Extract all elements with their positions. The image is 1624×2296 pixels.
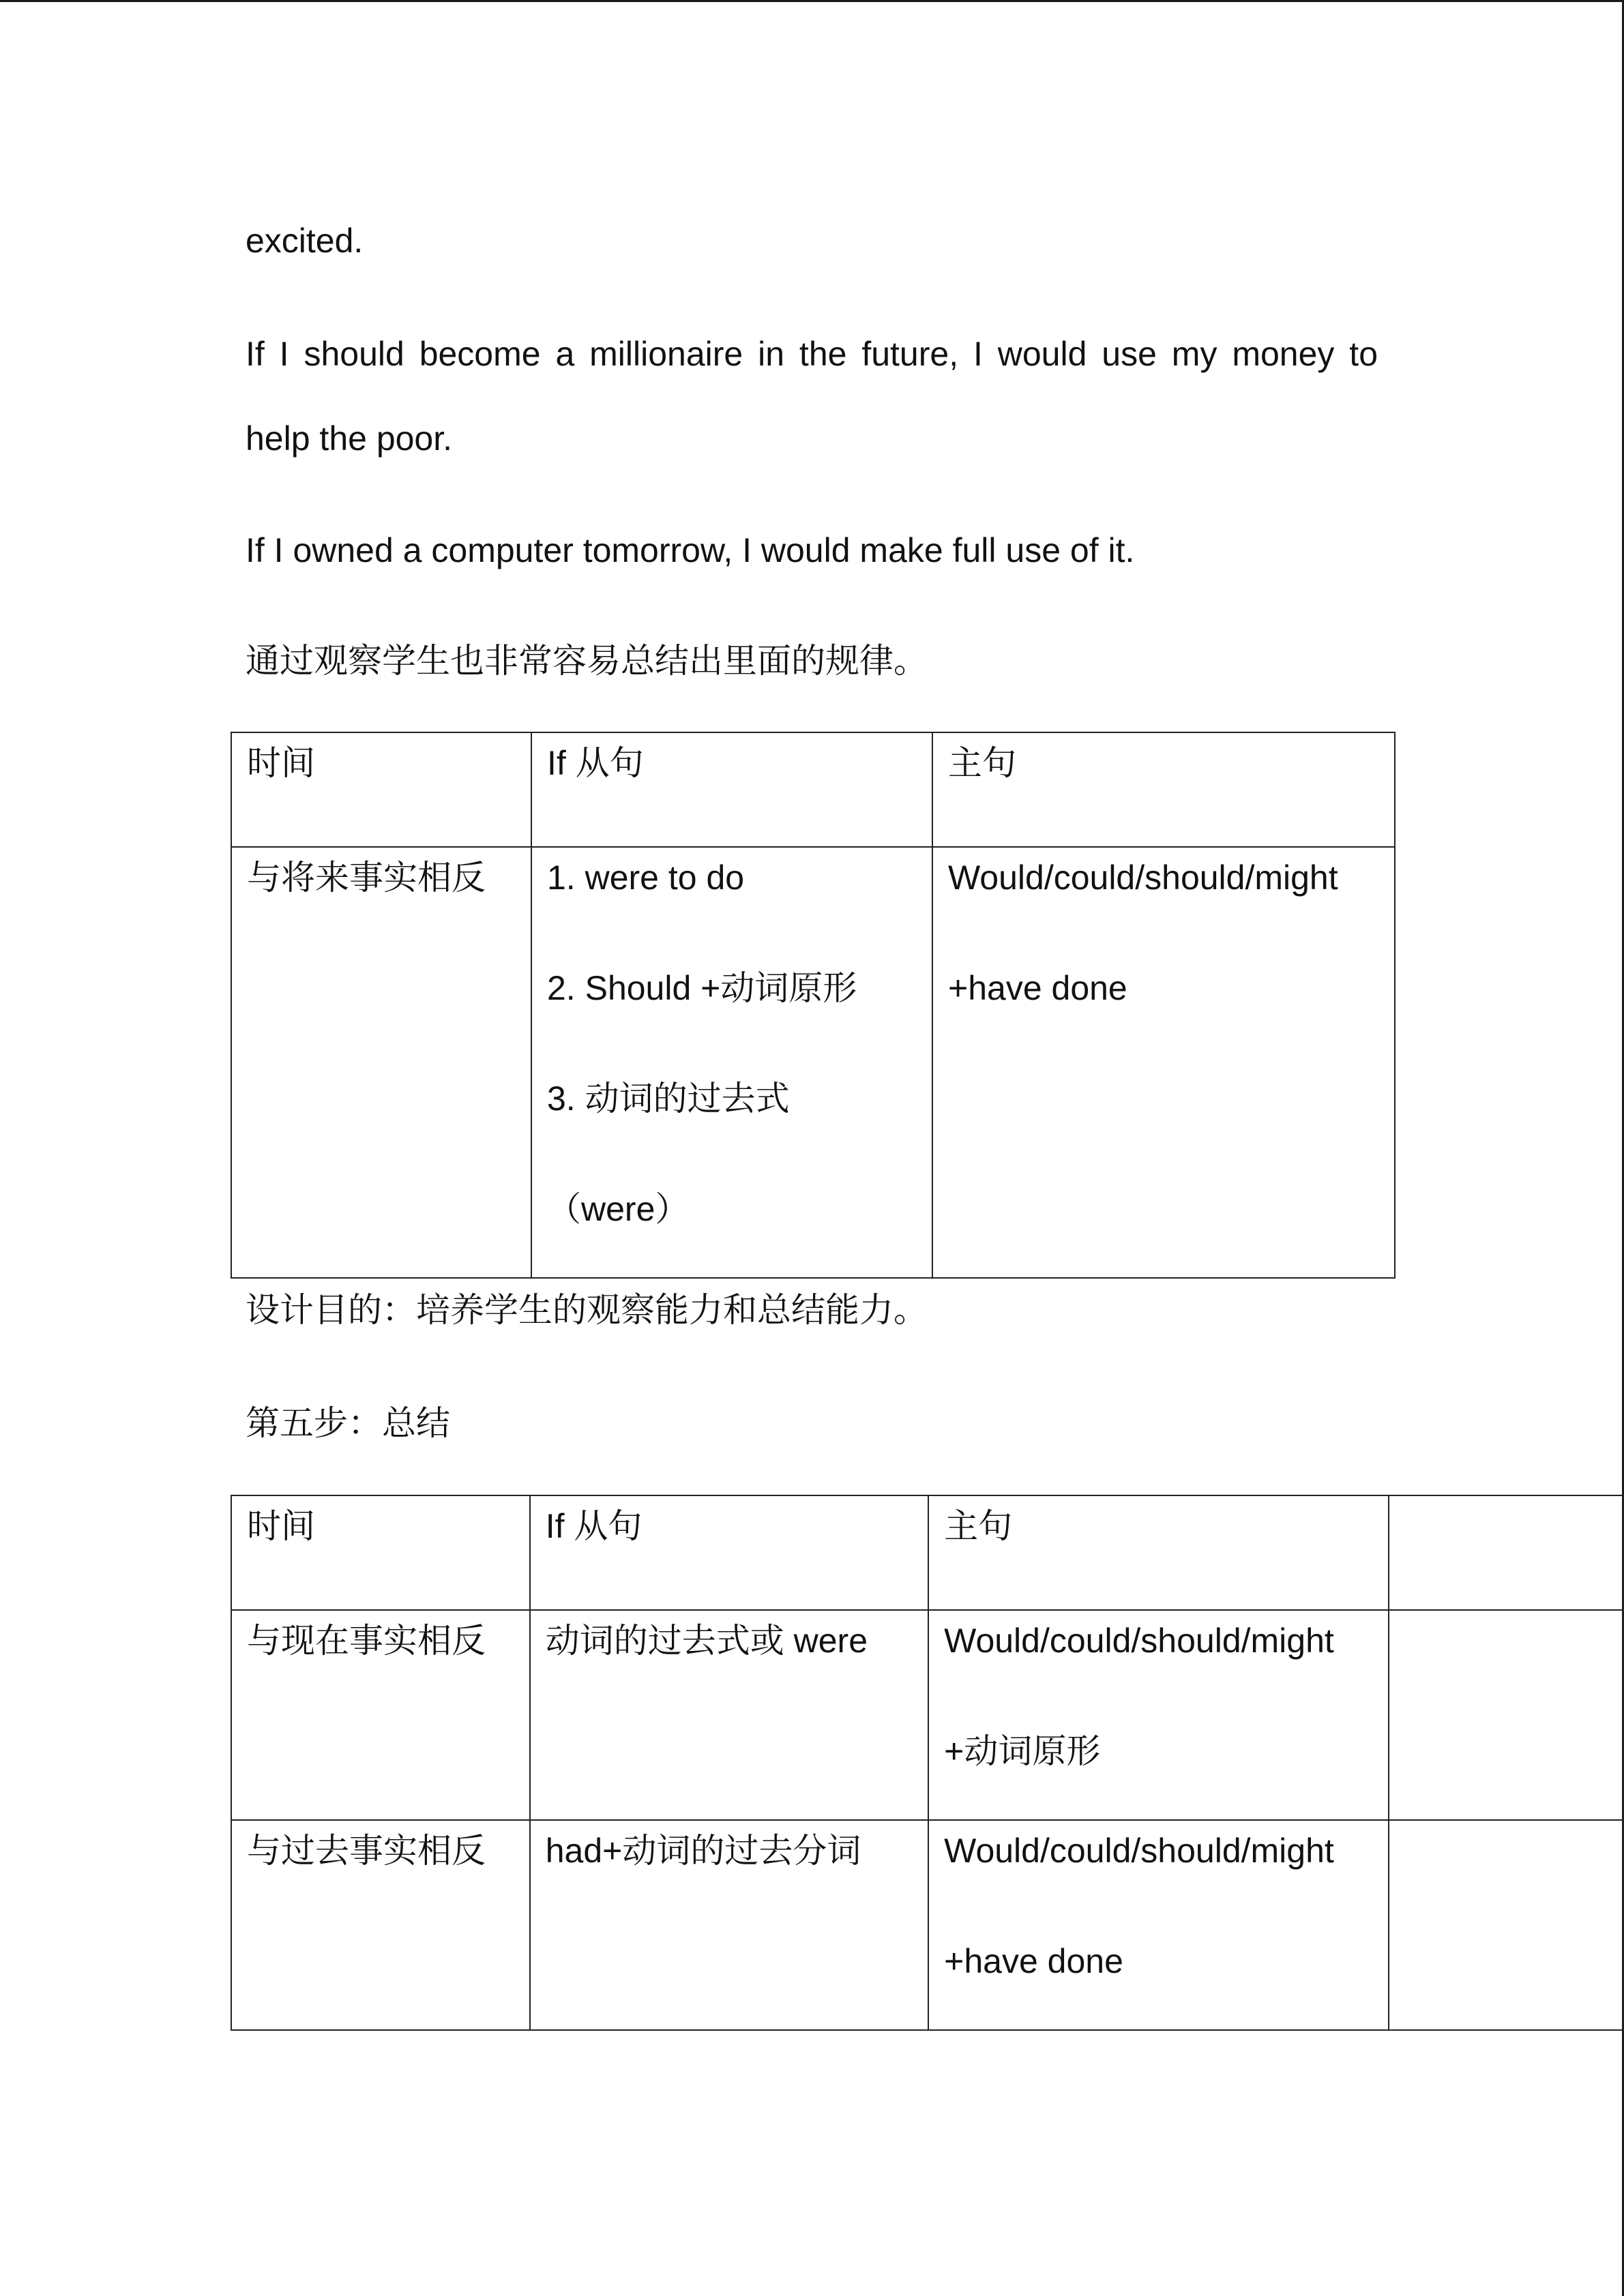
table-header-row <box>231 1495 1623 1610</box>
header-extra <box>1389 1495 1623 1610</box>
table-header-row <box>231 732 1395 847</box>
paragraph-millionaire-line1: If I should become a millionaire in the future, I would use my money to <box>246 335 1378 373</box>
if-line-3: 3. 动词的过去式 <box>547 1079 790 1118</box>
cell-if-clause: 动词的过去式或 were <box>530 1610 928 1820</box>
paragraph-observation: 通过观察学生也非常容易总结出里面的规律。 <box>246 641 928 681</box>
if-line-2: 2. Should +动词原形 <box>547 969 857 1007</box>
conditional-table-summary <box>231 1495 1624 2031</box>
cell-time: 与现在事实相反 <box>231 1610 530 1820</box>
header-if-clause: If 从句 <box>531 732 932 847</box>
cell-main-clause <box>932 847 1395 1278</box>
page-top-border <box>0 0 1624 2</box>
table-row <box>231 847 1395 1278</box>
header-main-clause: 主句 <box>928 1495 1389 1610</box>
header-if-clause: If 从句 <box>530 1495 928 1610</box>
if-line-1: 1. were to do <box>547 859 745 897</box>
main-line-2: +have done <box>948 969 1127 1007</box>
header-main-clause: 主句 <box>932 732 1395 847</box>
cell-extra <box>1389 1610 1623 1820</box>
cell-time: 与将来事实相反 <box>231 847 531 1278</box>
header-time: 时间 <box>231 1495 530 1610</box>
paragraph-millionaire-line2: help the poor. <box>246 419 453 458</box>
paragraph-computer: If I owned a computer tomorrow, I would make full use of it. <box>246 531 1135 569</box>
paragraph-excited: excited. <box>246 222 364 260</box>
main-line-1: Would/could/should/might <box>948 859 1338 897</box>
cell-main-clause: Would/could/should/might +have done <box>928 1820 1389 2030</box>
cell-main-clause: Would/could/should/might +动词原形 <box>928 1610 1389 1820</box>
table-row <box>231 1820 1623 2030</box>
header-time: 时间 <box>231 732 531 847</box>
table-row <box>231 1610 1623 1820</box>
cell-time: 与过去事实相反 <box>231 1820 530 2030</box>
paragraph-design-purpose: 设计目的：培养学生的观察能力和总结能力。 <box>246 1290 928 1330</box>
if-line-4: （were） <box>547 1190 690 1228</box>
paragraph-step-five: 第五步：总结 <box>246 1403 450 1443</box>
cell-extra <box>1389 1820 1623 2030</box>
cell-if-clause: had+动词的过去分词 <box>530 1820 928 2030</box>
cell-if-clause <box>531 847 932 1278</box>
conditional-table-future <box>231 732 1396 1279</box>
